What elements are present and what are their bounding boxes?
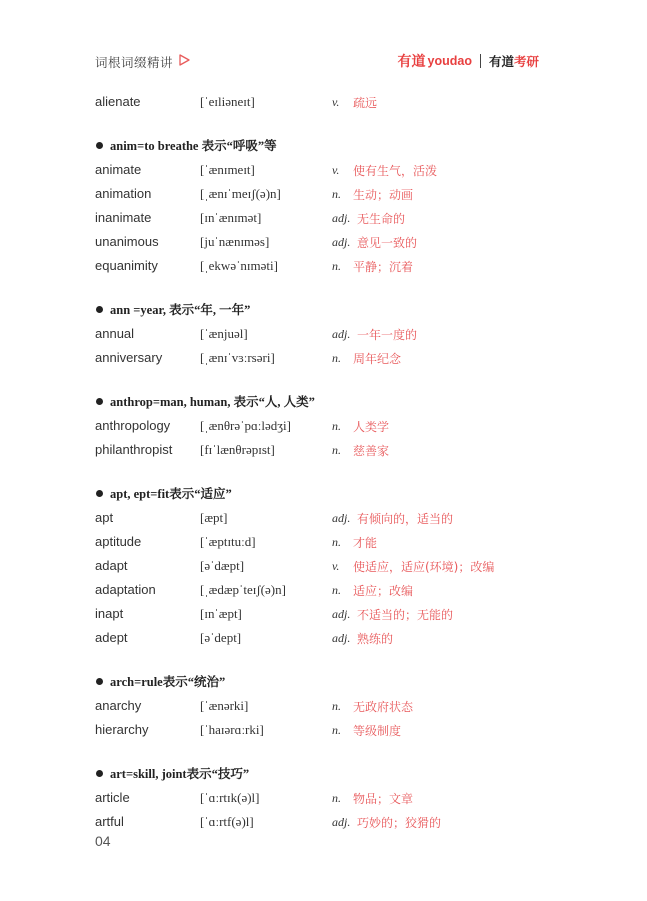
- vocab-row: [95, 530, 565, 554]
- bullet-icon: [96, 306, 103, 313]
- vocab-meaning: 不适当的；无能的: [357, 608, 454, 622]
- vocab-meaning: 慈善家: [353, 444, 390, 458]
- vocab-pos: n.: [332, 723, 341, 737]
- brand-logo: [398, 51, 539, 71]
- vocab-phonetic: [ˌædæpˈteɪʃ(ə)n]: [200, 582, 286, 597]
- vocab-phonetic: [æpt]: [200, 510, 228, 525]
- vocab-meaning: 平静；沉着: [353, 260, 414, 274]
- bullet-icon: [96, 398, 103, 405]
- vocab-phonetic: [ˈeɪliəneɪt]: [200, 94, 255, 109]
- root-title: anthrop=man, human, 表示“人, 人类”: [110, 395, 315, 409]
- vocab-pos: v.: [332, 95, 340, 109]
- vocab-pos: v.: [332, 559, 340, 573]
- root-heading: [95, 666, 565, 694]
- vocab-pos: n.: [332, 443, 341, 457]
- bullet-icon: [96, 142, 103, 149]
- brand-youdao-cn: 有道: [397, 54, 426, 70]
- vocab-word: article: [95, 790, 130, 805]
- vocab-phonetic: [ˌænɪˈvɜːrsəri]: [200, 350, 275, 365]
- vocab-row: [95, 626, 565, 650]
- vocab-word: anthropology: [95, 418, 171, 433]
- vocab-row: [95, 602, 565, 626]
- vocab-row: [95, 158, 565, 182]
- vocab-phonetic: [ɪnˈæpt]: [200, 606, 242, 621]
- vocab-row: [95, 322, 565, 346]
- vocab-row: [95, 718, 565, 742]
- vocab-row: [95, 206, 565, 230]
- vocab-pos: n.: [332, 583, 341, 597]
- vocab-meaning: 无政府状态: [353, 700, 414, 714]
- vocab-pos: adj.: [332, 511, 351, 525]
- root-title: apt, ept=fit表示“适应”: [110, 487, 232, 501]
- vocab-row: [95, 786, 565, 810]
- vocab-pos: adj.: [332, 815, 351, 829]
- brand-kaoyan-prefix: 有道: [488, 54, 514, 69]
- vocab-phonetic: [ˈænɪmeɪt]: [200, 162, 255, 177]
- vocab-word: apt: [95, 510, 114, 525]
- vocab-word: hierarchy: [95, 722, 149, 737]
- root-title: ann =year, 表示“年, 一年”: [110, 303, 251, 317]
- vocab-phonetic: [ˈænərki]: [200, 698, 249, 713]
- vocab-word: anniversary: [95, 350, 163, 365]
- vocab-word: adapt: [95, 558, 128, 573]
- vocab-word: animate: [95, 162, 142, 177]
- vocab-meaning: 意见一致的: [357, 236, 418, 250]
- vocab-pos: adj.: [332, 235, 351, 249]
- root-heading: [95, 294, 565, 322]
- vocab-meaning: 有倾向的，适当的: [357, 512, 454, 526]
- vocab-phonetic: [ˌænθrəˈpɑːlədʒi]: [200, 418, 291, 433]
- vocab-phonetic: [ˌekwəˈnɪməti]: [200, 258, 278, 273]
- brand-youdao-en: youdao: [427, 54, 472, 68]
- root-title: arch=rule表示“统治”: [110, 675, 226, 689]
- vocab-pos: n.: [332, 187, 341, 201]
- vocab-row: [95, 182, 565, 206]
- vocab-meaning: 物品；文章: [353, 792, 414, 806]
- vocab-word: inanimate: [95, 210, 152, 225]
- vocab-phonetic: [ˈɑːrtɪk(ə)l]: [200, 790, 260, 805]
- vocab-word: adaptation: [95, 582, 156, 597]
- vocab-word: philanthropist: [95, 442, 173, 457]
- vocab-meaning: 才能: [353, 536, 378, 550]
- vocab-phonetic: [ˈæptɪtuːd]: [200, 534, 256, 549]
- vocab-meaning: 周年纪念: [353, 352, 402, 366]
- vocab-pos: n.: [332, 351, 341, 365]
- vocab-row: [95, 346, 565, 370]
- vocab-word: artful: [95, 814, 124, 829]
- vocab-word: unanimous: [95, 234, 159, 249]
- vocab-row: [95, 254, 565, 278]
- bullet-icon: [96, 678, 103, 685]
- vocab-word: anarchy: [95, 698, 142, 713]
- vocab-row: [95, 810, 565, 834]
- vocab-row: [95, 506, 565, 530]
- vocab-pos: n.: [332, 699, 341, 713]
- bullet-icon: [96, 770, 103, 777]
- root-title: art=skill, joint表示“技巧”: [110, 767, 250, 781]
- vocab-word: animation: [95, 186, 152, 201]
- vocab-row: [95, 414, 565, 438]
- vocab-word: equanimity: [95, 258, 158, 273]
- vocab-pos: n.: [332, 259, 341, 273]
- vocab-phonetic: [juˈnænɪməs]: [200, 234, 270, 249]
- vocab-row: [95, 230, 565, 254]
- vocab-meaning: 一年一度的: [357, 328, 418, 342]
- vocab-meaning: 生动；动画: [353, 188, 414, 202]
- vocab-row: [95, 438, 565, 462]
- root-heading: [95, 478, 565, 506]
- vocab-row: [95, 554, 565, 578]
- vocab-word: aptitude: [95, 534, 142, 549]
- page-number: 04: [95, 833, 111, 849]
- vocab-pos: n.: [332, 419, 341, 433]
- vocab-pos: v.: [332, 163, 340, 177]
- brand-kaoyan-suffix: 考研: [513, 54, 539, 69]
- root-heading: [95, 386, 565, 414]
- vocab-meaning: 使有生气，活泼: [353, 164, 438, 178]
- book-title: 词根词缀精讲: [95, 55, 174, 70]
- vocab-row: [95, 90, 565, 114]
- vocab-meaning: 无生命的: [357, 212, 406, 226]
- vocab-phonetic: [ˈɑːrtf(ə)l]: [200, 814, 254, 829]
- vocab-phonetic: [əˈdæpt]: [200, 558, 245, 573]
- vocab-pos: n.: [332, 791, 341, 805]
- vocab-word: annual: [95, 326, 135, 341]
- vocab-phonetic: [ɪnˈænɪmət]: [200, 210, 262, 225]
- play-icon[interactable]: [178, 54, 190, 66]
- vocab-meaning: 人类学: [353, 420, 390, 434]
- vocab-meaning: 适应；改编: [353, 584, 414, 598]
- page-header: [95, 49, 539, 73]
- vocabulary-content: [95, 90, 565, 834]
- vocab-row: [95, 694, 565, 718]
- brand-divider: [480, 54, 481, 68]
- bullet-icon: [96, 490, 103, 497]
- vocab-meaning: 疏远: [353, 96, 378, 110]
- vocab-meaning: 使适应，适应(环境)；改编: [353, 560, 495, 574]
- vocab-phonetic: [fɪˈlænθrəpɪst]: [200, 442, 275, 457]
- vocab-pos: adj.: [332, 631, 351, 645]
- vocab-phonetic: [ˈhaɪərɑːrki]: [200, 722, 264, 737]
- vocab-phonetic: [ˌænɪˈmeɪʃ(ə)n]: [200, 186, 281, 201]
- vocab-word: inapt: [95, 606, 124, 621]
- vocab-pos: adj.: [332, 607, 351, 621]
- vocab-meaning: 熟练的: [357, 632, 394, 646]
- root-heading: [95, 130, 565, 158]
- root-heading: [95, 758, 565, 786]
- vocab-pos: adj.: [332, 211, 351, 225]
- root-title: anim=to breathe 表示“呼吸”等: [110, 139, 277, 153]
- vocab-row: [95, 578, 565, 602]
- vocab-meaning: 等级制度: [353, 724, 402, 738]
- vocab-word: adept: [95, 630, 128, 645]
- vocab-word: alienate: [95, 94, 141, 109]
- vocab-meaning: 巧妙的；狡猾的: [357, 816, 442, 830]
- vocab-phonetic: [əˈdept]: [200, 630, 242, 645]
- vocab-phonetic: [ˈænjuəl]: [200, 326, 248, 341]
- vocab-pos: n.: [332, 535, 341, 549]
- vocab-pos: adj.: [332, 327, 351, 341]
